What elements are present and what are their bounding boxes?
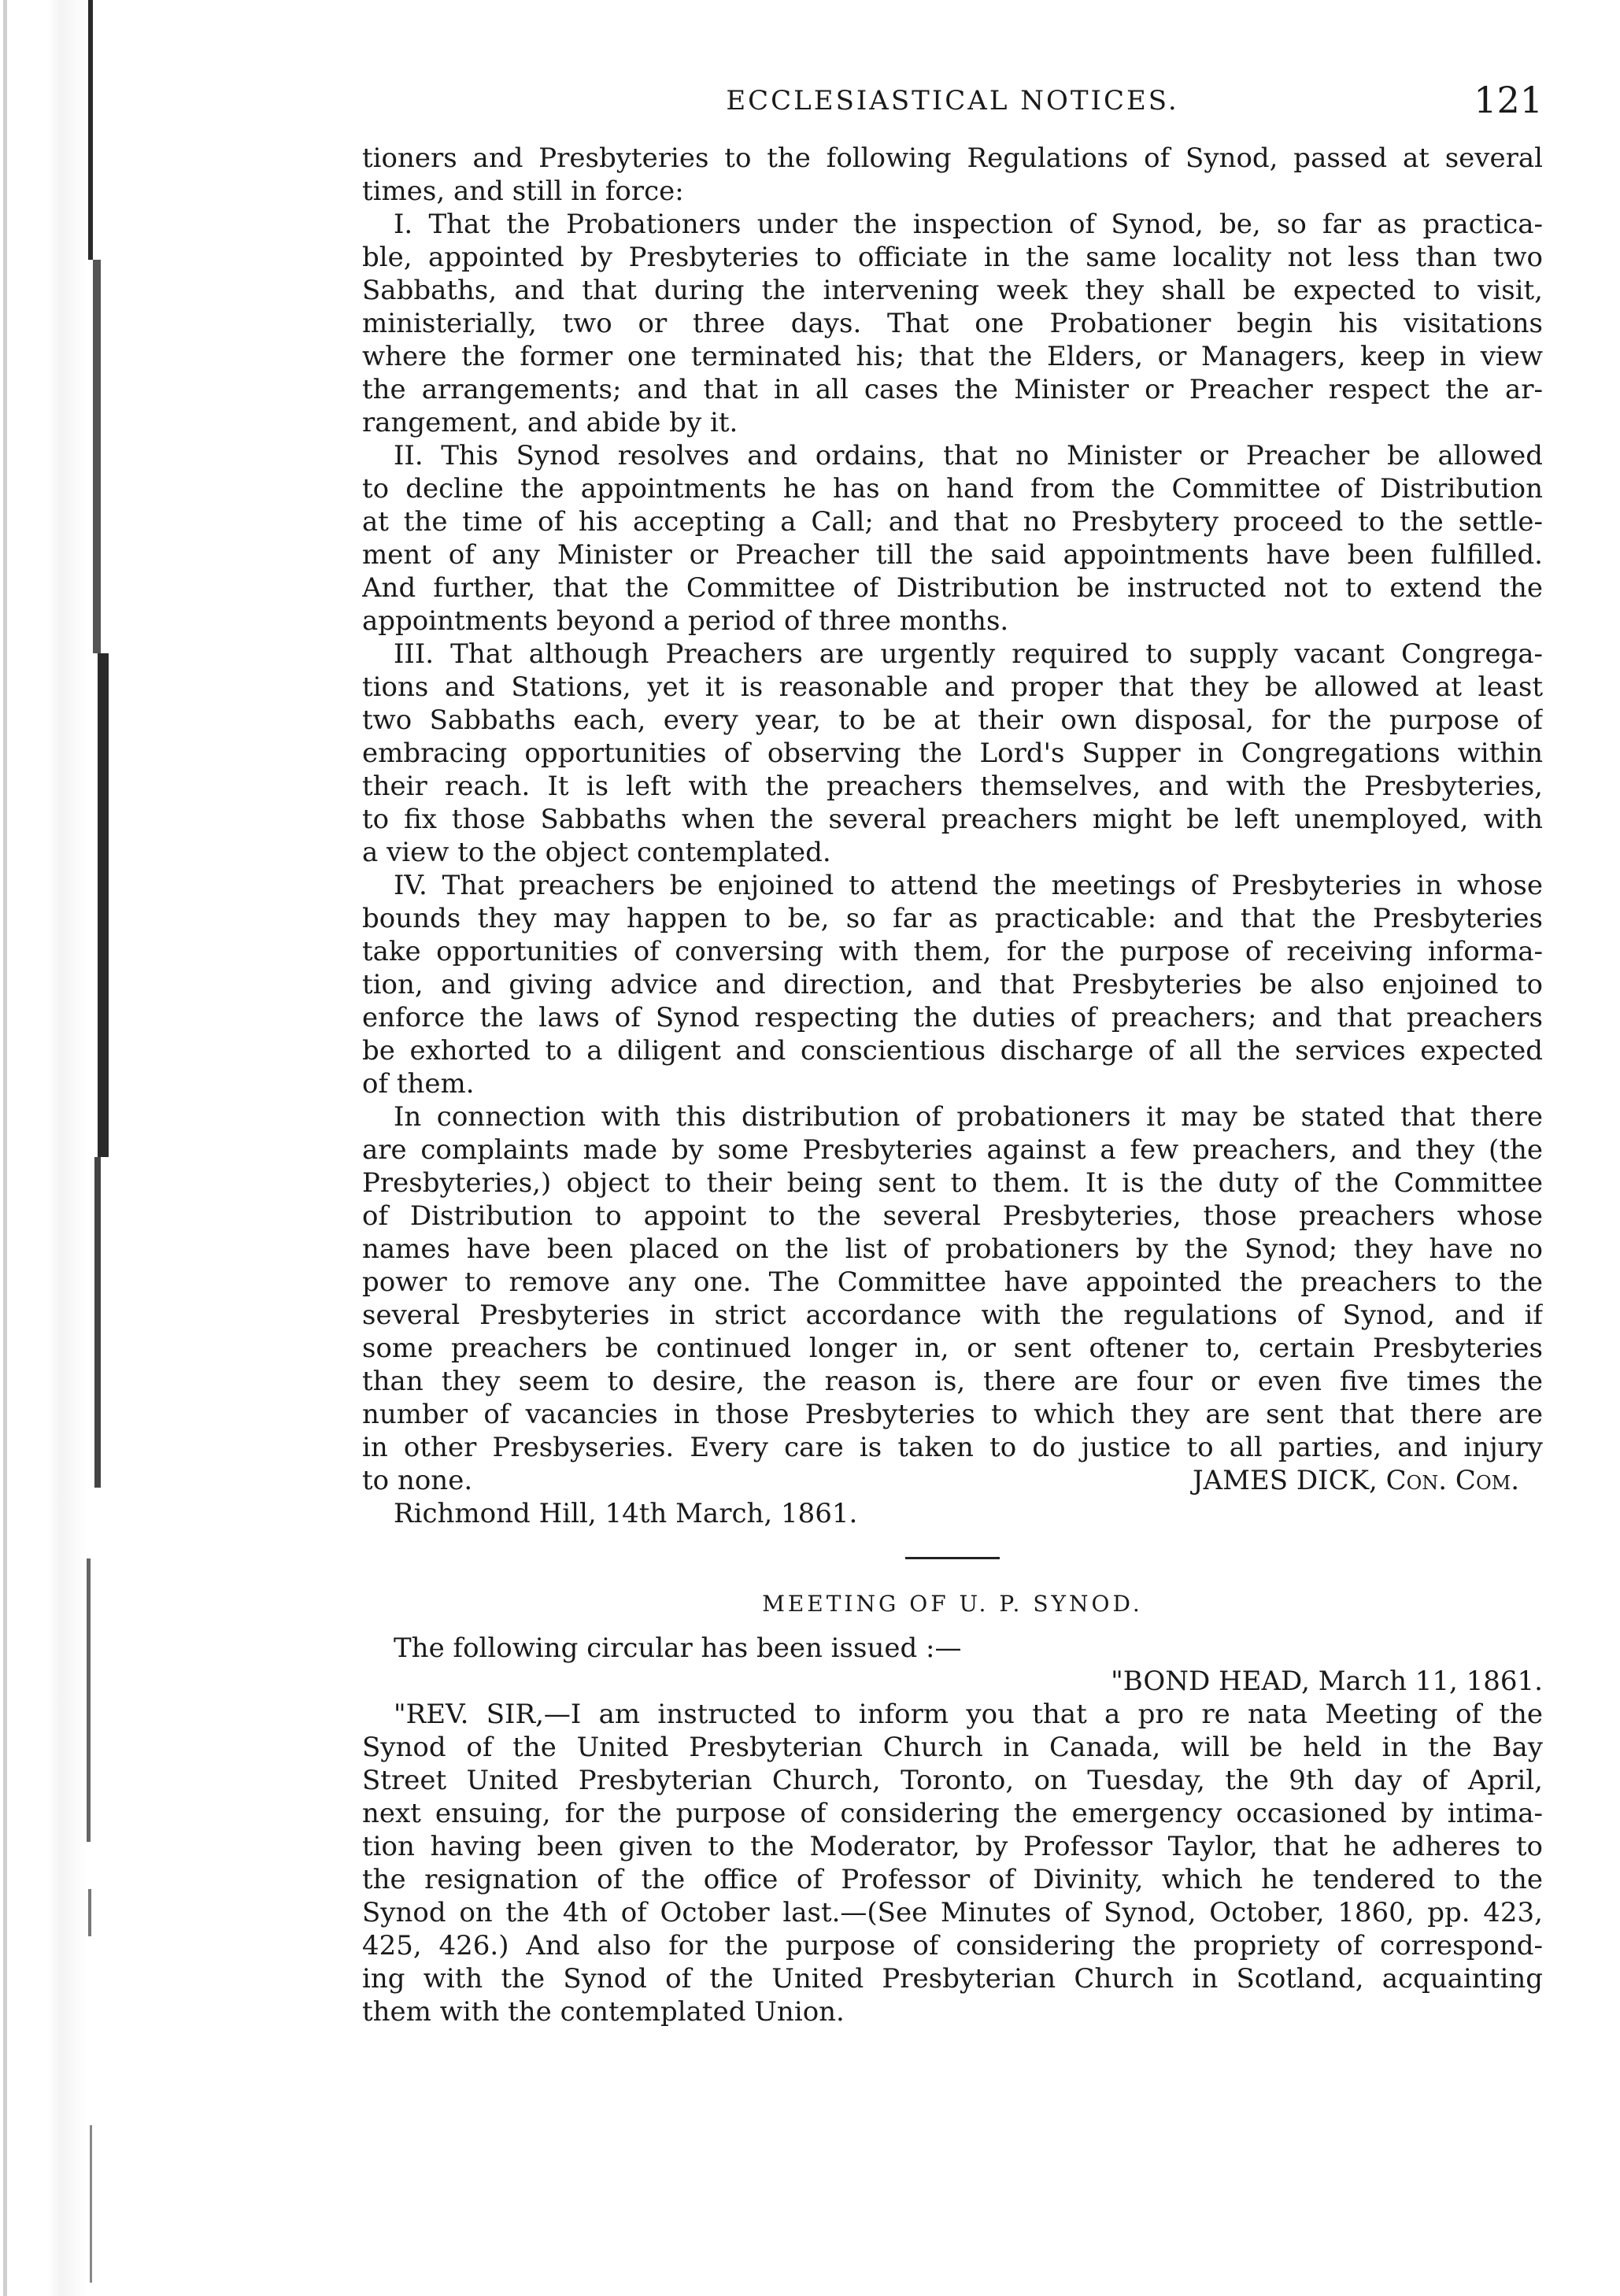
text-line: Sabbaths, and that during the intervening week they shall be expected to visit,	[362, 275, 1543, 306]
text-line: Presbyteries,) object to their being sent to them. It is the duty of the Committee	[362, 1167, 1543, 1199]
text-line: Synod on the 4th of October last.—(See Minutes of Synod, October, 1860, pp. 423,	[362, 1897, 1543, 1928]
regulation-iv	[362, 869, 1543, 1100]
text-line: Street United Presbyterian Church, Toronto, on Tuesday, the 9th day of April,	[362, 1765, 1543, 1796]
section-title: MEETING OF U. P. SYNOD.	[762, 1591, 1143, 1617]
regulation-ii	[362, 439, 1543, 638]
closing-text: to none.	[362, 1465, 473, 1496]
page-binding-edge	[0, 0, 87, 2296]
text-line: power to remove any one. The Committee have appointed the preachers to the	[362, 1266, 1543, 1298]
text-line: where the former one terminated his; that the Elders, or Managers, keep in view	[362, 341, 1543, 372]
text-line: their reach. It is left with the preachers themselves, and with the Presbyteries,	[362, 771, 1543, 802]
text-line: tion having been given to the Moderator, by Professor Taylor, that he adheres to	[362, 1831, 1543, 1862]
text-line: 425, 426.) And also for the purpose of considering the propriety of correspond-	[362, 1930, 1543, 1961]
body-text	[362, 142, 1543, 2028]
document-page	[362, 0, 1543, 2296]
text-line: to decline the appointments he has on hand from the Committee of Distribution	[362, 473, 1543, 505]
text-line: at the time of his accepting a Call; and that no Presbytery proceed to the settle-	[362, 506, 1543, 538]
regulation-iii	[362, 638, 1543, 869]
text-line: ble, appointed by Presbyteries to officiate in the same locality not less than two	[362, 242, 1543, 273]
section-divider	[905, 1557, 1000, 1559]
page-number: 121	[1474, 79, 1543, 121]
letter-dateline: "BOND HEAD, March 11, 1861.	[1111, 1666, 1543, 1697]
text-line: the arrangements; and that in all cases the Minister or Preacher respect the ar-	[362, 374, 1543, 405]
text-line: than they seem to desire, the reason is, there are four or even five times the	[362, 1366, 1543, 1397]
text-line: number of vacancies in those Presbyteries to which they are sent that there are	[362, 1399, 1543, 1430]
text-line: names have been placed on the list of probationers by the Synod; they have no	[362, 1233, 1543, 1265]
meeting-section	[362, 1588, 1543, 2028]
text-line: them with the contemplated Union.	[362, 1996, 845, 2028]
text-line: several Presbyteries in strict accordance with the regulations of Synod, and if	[362, 1300, 1543, 1331]
text-line: a view to the object contemplated.	[362, 837, 831, 868]
text-line: ing with the Synod of the United Presbyterian Church in Scotland, acquainting	[362, 1963, 1543, 1995]
text-line: the resignation of the office of Professor of Divinity, which he tendered to the	[362, 1864, 1543, 1895]
text-line: some preachers be continued longer in, or sent oftener to, certain Presbyteries	[362, 1333, 1543, 1364]
text-line: times, and still in force:	[362, 176, 684, 207]
text-line: next ensuing, for the purpose of considering the emergency occasioned by intima-	[362, 1798, 1543, 1829]
text-line: of Distribution to appoint to the several Presbyteries, those preachers whose	[362, 1200, 1543, 1232]
page-header	[362, 79, 1543, 126]
text-line: ministerially, two or three days. That one Probationer begin his visitations	[362, 308, 1543, 339]
text-line: appointments beyond a period of three months.	[362, 605, 1009, 637]
text-line: in other Presbyseries. Every care is taken to do justice to all parties, and injury	[362, 1432, 1543, 1463]
text-line: tions and Stations, yet it is reasonable and proper that they be allowed at least	[362, 671, 1543, 703]
text-line: to fix those Sabbaths when the several preachers might be left unemployed, with	[362, 804, 1543, 835]
regulation-i	[362, 208, 1543, 439]
text-line: ment of any Minister or Preacher till the said appointments have been fulfilled.	[362, 539, 1543, 571]
text-line: be exhorted to a diligent and conscientious discharge of all the services expected	[362, 1035, 1543, 1067]
text-line: rangement, and abide by it.	[362, 407, 738, 438]
text-line: tion, and giving advice and direction, and that Presbyteries be also enjoined to	[362, 969, 1543, 1000]
dateline: Richmond Hill, 14th March, 1861.	[394, 1498, 858, 1529]
text-line: "REV. SIR,—I am instructed to inform you that a pro re nata Meeting of the	[394, 1699, 1543, 1730]
text-line: embracing opportunities of observing the Lord's Supper in Congregations within	[362, 738, 1543, 769]
text-line: II. This Synod resolves and ordains, that no Minister or Preacher be allowed	[394, 440, 1543, 471]
text-line: I. That the Probationers under the inspection of Synod, be, so far as practica-	[394, 209, 1543, 240]
text-line: In connection with this distribution of probationers it may be stated that there	[394, 1101, 1543, 1133]
text-line: III. That although Preachers are urgently required to supply vacant Congrega-	[394, 638, 1543, 670]
text-line: Synod of the United Presbyterian Church in Canada, will be held in the Bay	[362, 1732, 1543, 1763]
text-line: take opportunities of conversing with them, for the purpose of receiving informa-	[362, 936, 1543, 967]
text-line: IV. That preachers be enjoined to attend the meetings of Presbyteries in whose	[394, 870, 1543, 901]
text-line: And further, that the Committee of Distribution be instructed not to extend the	[362, 572, 1543, 604]
running-head: ECCLESIASTICAL NOTICES.	[726, 85, 1179, 116]
text-line: of them.	[362, 1068, 475, 1100]
text-line: tioners and Presbyteries to the following Regulations of Synod, passed at several	[362, 142, 1543, 174]
text-line: bounds they may happen to be, so far as practicable: and that the Presbyteries	[362, 903, 1543, 934]
signature: JAMES DICK, Con. Com.	[1192, 1465, 1519, 1496]
connection-paragraph	[362, 1100, 1543, 1530]
text-line: enforce the laws of Synod respecting the duties of preachers; and that preachers	[362, 1002, 1543, 1033]
text-line: are complaints made by some Presbyteries against a few preachers, and they (the	[362, 1134, 1543, 1166]
text-line: two Sabbaths each, every year, to be at their own disposal, for the purpose of	[362, 704, 1543, 736]
signature-line	[362, 1464, 1543, 1497]
circular-intro: The following circular has been issued :—	[394, 1632, 962, 1664]
